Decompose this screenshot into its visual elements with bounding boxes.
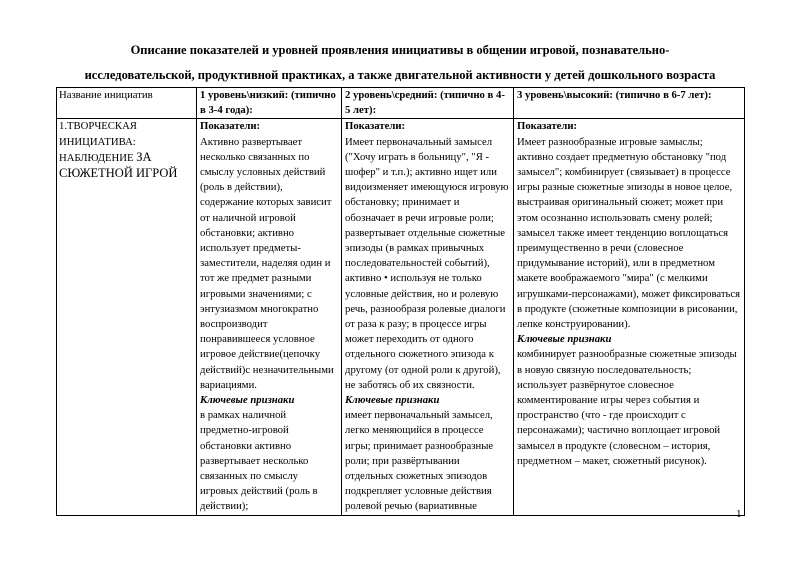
level-2-indicators-text: Имеет первоначальный замысел ("Хочу играть в больницу", "Я - шофер" и т.п.); активно ищет или видоизменяет имеющуюся игровую обстановку; принимает и обозначает в речи игровые роли; развертывает отдельные сюжетные эпизоды (в рамках привычных последовательностей событий), активно • используя не только условные действия, но и ролевую речь, разнообразя ролевые диалоги от раза к разу; в процессе игры может переходить от одного отдельного сюжетного эпизода к другому (от одной роли к другой), не заботясь об их связности. <box>345 135 509 391</box>
document-title <box>40 38 760 88</box>
level-3-cell <box>514 119 745 515</box>
level-2-cell <box>342 119 514 515</box>
level-1-key-text: в рамках наличной предметно-игровой обстановки активно развертывает несколько связанных по смыслу игровых действий (роль в действии); <box>200 409 318 513</box>
header-level-2: 2 уровень\средний: (типично в 4-5 лет): <box>342 88 514 119</box>
level-1-cell <box>197 119 342 515</box>
initiative-name-observation: ЗА СЮЖЕТНОЙ ИГРОЙ <box>59 149 178 181</box>
table-row <box>57 119 745 515</box>
page-number: 1 <box>736 508 742 520</box>
document-title-line1: Описание показателей и уровней проявления инициативы в общении игровой, познавательно- <box>130 43 670 57</box>
header-level-3: 3 уровень\высокий: (типично в 6-7 лет): <box>514 88 745 119</box>
level-3-indicators-label: Показатели: <box>517 120 578 133</box>
initiatives-table <box>56 87 745 516</box>
level-3-indicators-text: Имеет разнообразные игровые замыслы; активно создает предметную обстановку "под замысел"; комбинирует (связывает) в процессе игры разные сюжетные эпизоды в новое целое, выстраивая оригинальный сюжет; может при этом осознанно использовать смену ролей; замысел также имеет тенденцию воплощаться преимущественно в речи (словесное придумывание историй), или в предметном макете воображаемого "мира" (с мелкими игрушками-персонажами), может фиксироваться в продукте (сюжетные композиции в рисовании, лепке конструировании). <box>517 135 741 331</box>
level-3-key-label: Ключевые признаки <box>517 333 612 346</box>
level-2-key-label: Ключевые признаки <box>345 394 440 407</box>
level-3-key-text: комбинирует разнообразные сюжетные эпизоды в новую связную последовательность; использует развёрнутое словесное комментирование игры через события и пространство (что - где происходит с персонажами); частично воплощает игровой замысел в продукте (словесном – история, предметном – макет, сюжетный рисунок). <box>517 348 737 467</box>
level-2-key-text: имеет первоначальный замысел, легко меняющийся в процессе игры; принимает разнообразные роли; при развёртывании отдельных сюжетных эпизодов подкрепляет условные действия ролевой речью (вариативные <box>345 409 494 513</box>
level-1-key-label: Ключевые признаки <box>200 394 295 407</box>
level-2-indicators-label: Показатели: <box>345 120 406 133</box>
initiative-name-cell <box>57 119 197 515</box>
table-header-row <box>57 88 745 119</box>
level-1-indicators-text: Активно развертывает несколько связанных по смыслу условных действий (роль в действии), содержание которых зависит от наличной игровой обстановки; активно использует предметы-заместители, наделяя один и тот же предмет разными игровыми значениями; с энтузиазмом многократно воспроизводит понравившееся условное игровое действие(цепочку действий)с незначительными вариациями. <box>200 135 334 391</box>
level-1-indicators-label: Показатели: <box>200 120 261 133</box>
header-level-1: 1 уровень\низкий: (типично в 3-4 года): <box>197 88 342 119</box>
initiative-name: 1.ТВОРЧЕСКАЯ ИНИЦИАТИВА: НАБЛЮДЕНИЕ <box>59 120 137 164</box>
header-initiative-name: Название инициатив <box>57 88 197 119</box>
document-title-line2: исследовательской, продуктивной практиках, а также двигательной активности у детей дошкольного возраста <box>84 68 716 82</box>
